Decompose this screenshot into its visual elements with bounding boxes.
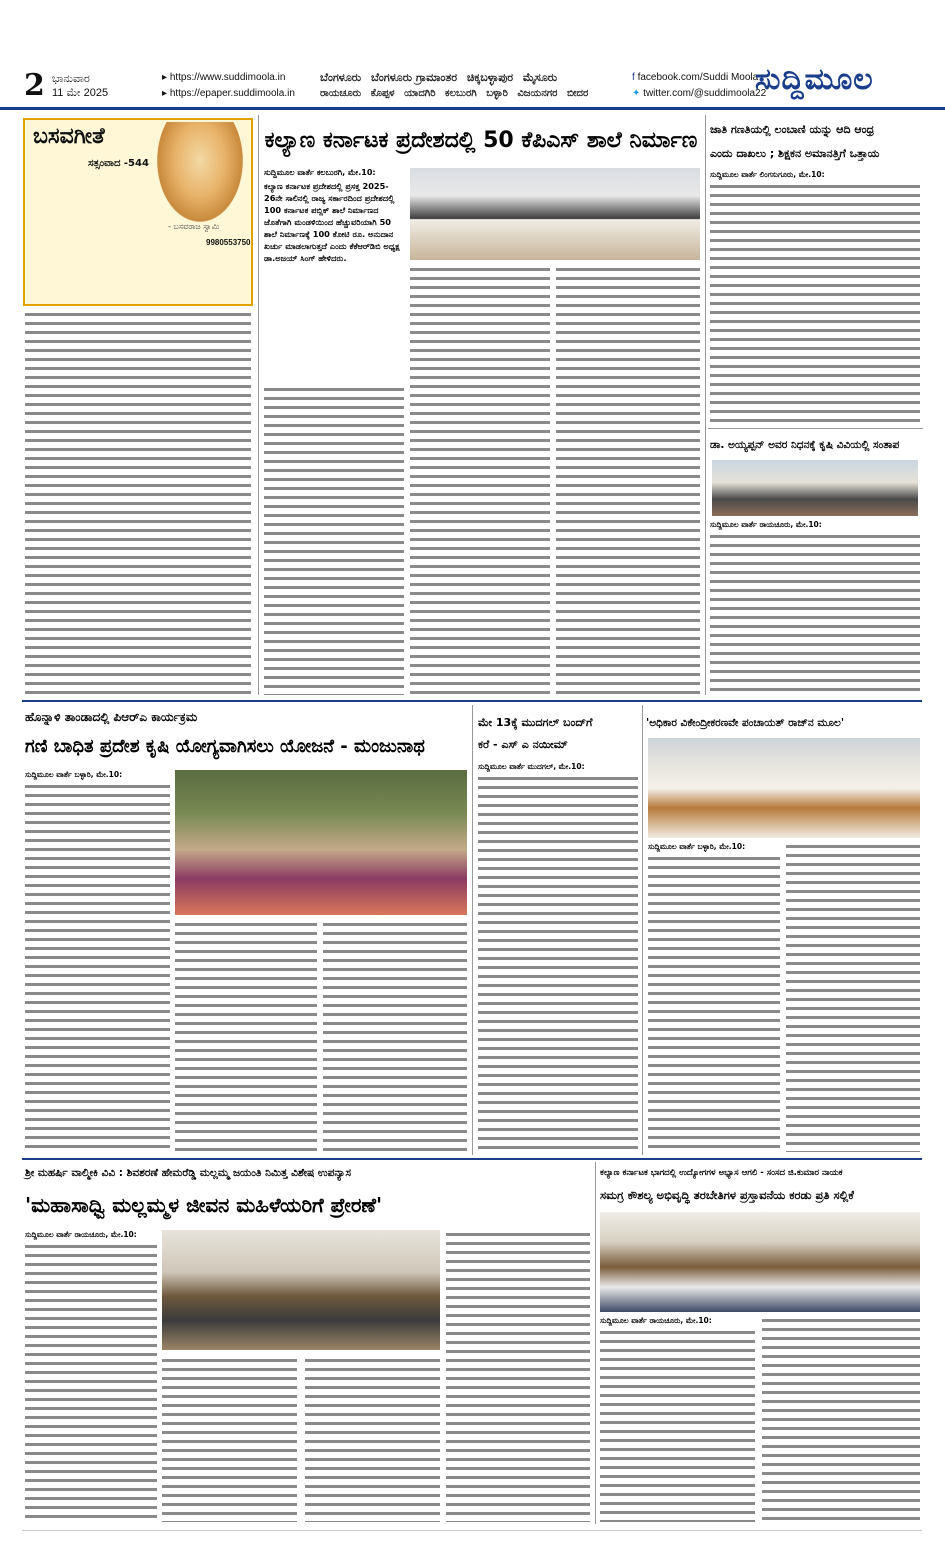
section-rule [22, 1158, 922, 1160]
mudagal-byline: ಸುದ್ದಿಮೂಲ ವಾರ್ತೆ ಮುದಗಲ್, ಮೇ.10: [478, 762, 585, 771]
arrow-icon: ▸ [162, 88, 170, 99]
kaushalya-body-col1 [600, 1328, 755, 1522]
kaushalya-headline: ಸಮಗ್ರ ಕೌಶಲ್ಯ ಅಭಿವೃದ್ಧಿ ತರಬೇತಿಗಳ ಪ್ರಸ್ತಾವನೆಯ ಕರಡು ಪ್ರತಿ ಸಲ್ಲಿಕೆ [600, 1188, 854, 1202]
site-links [162, 70, 295, 102]
lead-photo [410, 168, 700, 260]
jati-headline [710, 118, 920, 166]
footer-rule [22, 1530, 922, 1531]
city-item: ಕಲಬುರಗಿ [445, 88, 477, 99]
jati-headline-line1: ಜಾತಿ ಗಣತಿಯಲ್ಲಿ ಲಂಬಾಣಿ ಯನ್ನು ಆದಿ ಆಂಧ್ರ [710, 123, 875, 136]
ayyappan-photo [712, 460, 918, 516]
twitter-link[interactable]: twitter.com/@suddimoola22 [643, 88, 767, 99]
city-item: ಚಿಕ್ಕಬಳ್ಳಾಪುರ [466, 71, 514, 84]
facebook-link[interactable]: facebook.com/Suddi Moola [637, 72, 759, 83]
lead-body-col3 [556, 265, 700, 695]
lead-headline: ಕಲ್ಯಾಣ ಕರ್ನಾಟಕ ಪ್ರದೇಶದಲ್ಲಿ 50 ಕೆಪಿಎಸ್ ಶಾಲೆ ನಿರ್ಮಾಣ [264, 128, 698, 153]
column-divider [472, 705, 473, 1155]
ayyappan-body-text [710, 532, 920, 695]
social-links [632, 70, 766, 102]
honnali-body-col1 [25, 782, 170, 1152]
city-item: ಯಾದಗಿರಿ [404, 88, 436, 99]
city-item: ರಾಯಚೂರು [320, 88, 362, 99]
honnali-kicker: ಹೊನ್ನಾಳಿ ತಾಂಡಾದಲ್ಲಿ ಪಿಆರ್‌ಎ ಕಾರ್ಯಕ್ರಮ [25, 710, 198, 724]
issue-day: ಭಾನುವಾರ [52, 73, 90, 85]
ayyappan-byline: ಸುದ್ದಿಮೂಲ ವಾರ್ತೆ ರಾಯಚೂರು, ಮೇ.10: [710, 520, 822, 529]
brand-logo: ಸುದ್ದಿಮೂಲ [755, 62, 874, 97]
basava-author: - ಬಸವರಾಜ ಸ್ವಾಮಿ [168, 222, 220, 231]
kaushalya-body-col2 [762, 1316, 920, 1522]
jati-headline-line2: ಎಂದು ದಾಖಲು ; ಶಿಕ್ಷಕನ ಅಮಾನತ್ತಿಗೆ ಒತ್ತಾಯ [710, 147, 880, 160]
kaushalya-byline: ಸುದ್ದಿಮೂಲ ವಾರ್ತೆ ರಾಯಚೂರು, ಮೇ.10: [600, 1316, 712, 1325]
lead-deck: ಕಲ್ಯಾಣ ಕರ್ನಾಟಕ ಪ್ರದೇಶದಲ್ಲಿ ಪ್ರಸಕ್ತ 2025-26ನೇ ಸಾಲಿನಲ್ಲಿ ರಾಜ್ಯ ಸರ್ಕಾರದಿಂದ ಪ್ರದೇಶದಲ್ಲಿ 100 ಕರ್ನಾಟಕ ಪಬ್ಲಿಕ್ ಶಾಲೆ ನಿರ್ಮಾಣದ ಜೊತೆಗಾಗಿ ಮಂಡಳಿಯಿಂದ ಹೆಚ್ಚುವರಿಯಾಗಿ 50 ಶಾಲೆ ನಿರ್ಮಾಣಕ್ಕೆ 100 ಕೋಟಿ ರೂ. ಅನುದಾನ ಖರ್ಚು ಮಾಡಲಾಗುತ್ತದೆ ಎಂದು ಕೆಕೆಆರ್‌ಡಿಬಿ ಅಧ್ಯಕ್ಷ ಡಾ.ಅಜಯ್ ಸಿಂಗ್ ಹೇಳಿದರು. [264, 181, 400, 263]
city-item: ಬೆಂಗಳೂರು ಗ್ರಾಮಾಂತರ [370, 71, 458, 84]
mallamma-body-col3 [305, 1356, 440, 1522]
city-item: ಮೈಸೂರು [522, 71, 558, 84]
jati-byline: ಸುದ್ದಿಮೂಲ ವಾರ್ತೆ ಲಿಂಗಸುಗೂರು, ಮೇ.10: [710, 170, 825, 179]
page-number: 2 [24, 68, 45, 103]
city-item: ಬೆಂಗಳೂರು [320, 71, 362, 84]
basava-title: ಬಸವಗೀತೆ [33, 124, 105, 149]
arrow-icon: ▸ [162, 72, 170, 83]
mudagal-body-text [478, 774, 638, 1152]
honnali-body-col3 [323, 920, 467, 1152]
city-item: ಬಳ್ಳಾರಿ [486, 88, 508, 99]
mallamma-body-col2 [162, 1356, 297, 1522]
mudagal-headline [478, 712, 638, 756]
city-item: ಬೀದರ [566, 88, 589, 99]
column-divider [595, 1162, 596, 1524]
adhikara-photo [648, 738, 920, 838]
mallamma-photo [162, 1230, 440, 1350]
adhikara-body-col2 [786, 842, 920, 1152]
twitter-icon: ✦ [632, 88, 644, 99]
mallamma-body-col1 [25, 1242, 157, 1522]
city-item: ವಿಜಯನಗರ [517, 88, 558, 99]
section-divider [708, 428, 923, 429]
issue-date [52, 72, 108, 100]
facebook-icon: f [632, 72, 638, 83]
jati-body-text [710, 182, 920, 424]
column-divider [642, 705, 643, 1155]
basava-subtitle: ಸತ್ಸಂವಾದ -544 [88, 158, 149, 169]
honnali-headline: ಗಣಿ ಬಾಧಿತ ಪ್ರದೇಶ ಕೃಷಿ ಯೋಗ್ಯವಾಗಿಸಲು ಯೋಜನೆ - ಮಂಜುನಾಥ [25, 736, 425, 757]
city-item: ಕೊಪ್ಪಳ [370, 88, 395, 99]
epaper-link[interactable]: https://epaper.suddimoola.in [169, 88, 295, 99]
city-list [320, 70, 594, 102]
section-rule [22, 700, 922, 702]
mudagal-headline-line1: ಮೇ 13ಕ್ಕೆ ಮುದಗಲ್ ಬಂದ್‌ಗೆ [478, 716, 593, 729]
honnali-byline: ಸುದ್ದಿಮೂಲ ವಾರ್ತೆ ಬಳ್ಳಾರಿ, ಮೇ.10: [25, 770, 123, 779]
mallamma-headline: 'ಮಹಾಸಾಧ್ವಿ ಮಲ್ಲಮ್ಮಳ ಜೀವನ ಮಹಿಳೆಯರಿಗೆ ಪ್ರೇರಣೆ' [25, 1193, 383, 1217]
honnali-body-col2 [175, 920, 317, 1152]
mallamma-body-col4 [446, 1230, 590, 1522]
basava-phone: 9980553750 [206, 238, 251, 247]
lead-body-col2 [410, 265, 550, 695]
ayyappan-headline: ಡಾ. ಅಯ್ಯಪ್ಪನ್ ಅವರ ನಿಧನಕ್ಕೆ ಕೃಷಿ ವಿವಿಯಲ್ಲಿ ಸಂತಾಪ [710, 439, 900, 451]
issue-date-text: 11 ಮೇ 2025 [52, 87, 109, 99]
website-link[interactable]: https://www.suddimoola.in [169, 72, 286, 83]
mallamma-byline: ಸುದ್ದಿಮೂಲ ವಾರ್ತೆ ರಾಯಚೂರು, ಮೇ.10: [25, 1230, 137, 1239]
basavanna-statue-image [150, 122, 250, 232]
mudagal-headline-line2: ಕರೆ - ಎಸ್ ಎ ನಯೀಮ್ [478, 738, 568, 751]
mallamma-kicker: ಶ್ರೀ ಮಹರ್ಷಿ ವಾಲ್ಮೀಕಿ ವಿವಿ : ಶಿವಶರಣೆ ಹೇಮರೆಡ್ಡಿ ಮಲ್ಲಮ್ಮ ಜಯಂತಿ ನಿಮಿತ್ತ ವಿಶೇಷ ಉಪನ್ಯಾಸ [25, 1167, 351, 1179]
honnali-photo [175, 770, 467, 915]
column-divider [258, 115, 259, 695]
kaushalya-kicker: ಕಲ್ಯಾಣ ಕರ್ನಾಟಕ ಭಾಗದಲ್ಲಿ ಉದ್ಯೋಗಗಳ ಅಭ್ಯಾಸ ಆಗಲಿ - ಸಂಸದ ಜಿ.ಕುಮಾರ ನಾಯಕ [600, 1168, 843, 1178]
basava-body-text [25, 310, 251, 695]
adhikara-body-col1 [648, 854, 780, 1152]
column-divider [705, 115, 706, 695]
lead-body-col1 [264, 385, 404, 695]
adhikara-byline: ಸುದ್ದಿಮೂಲ ವಾರ್ತೆ ಬಳ್ಳಾರಿ, ಮೇ.10: [648, 842, 746, 851]
kaushalya-photo [600, 1212, 920, 1312]
adhikara-headline: 'ಅಧಿಕಾರ ವಿಕೇಂದ್ರೀಕರಣವೇ ಪಂಚಾಯತ್ ರಾಜ್‌ನ ಮೂಲ' [646, 717, 845, 729]
lead-byline: ಸುದ್ದಿಮೂಲ ವಾರ್ತೆ ಕಲಬುರಗಿ, ಮೇ.10: [264, 168, 376, 177]
